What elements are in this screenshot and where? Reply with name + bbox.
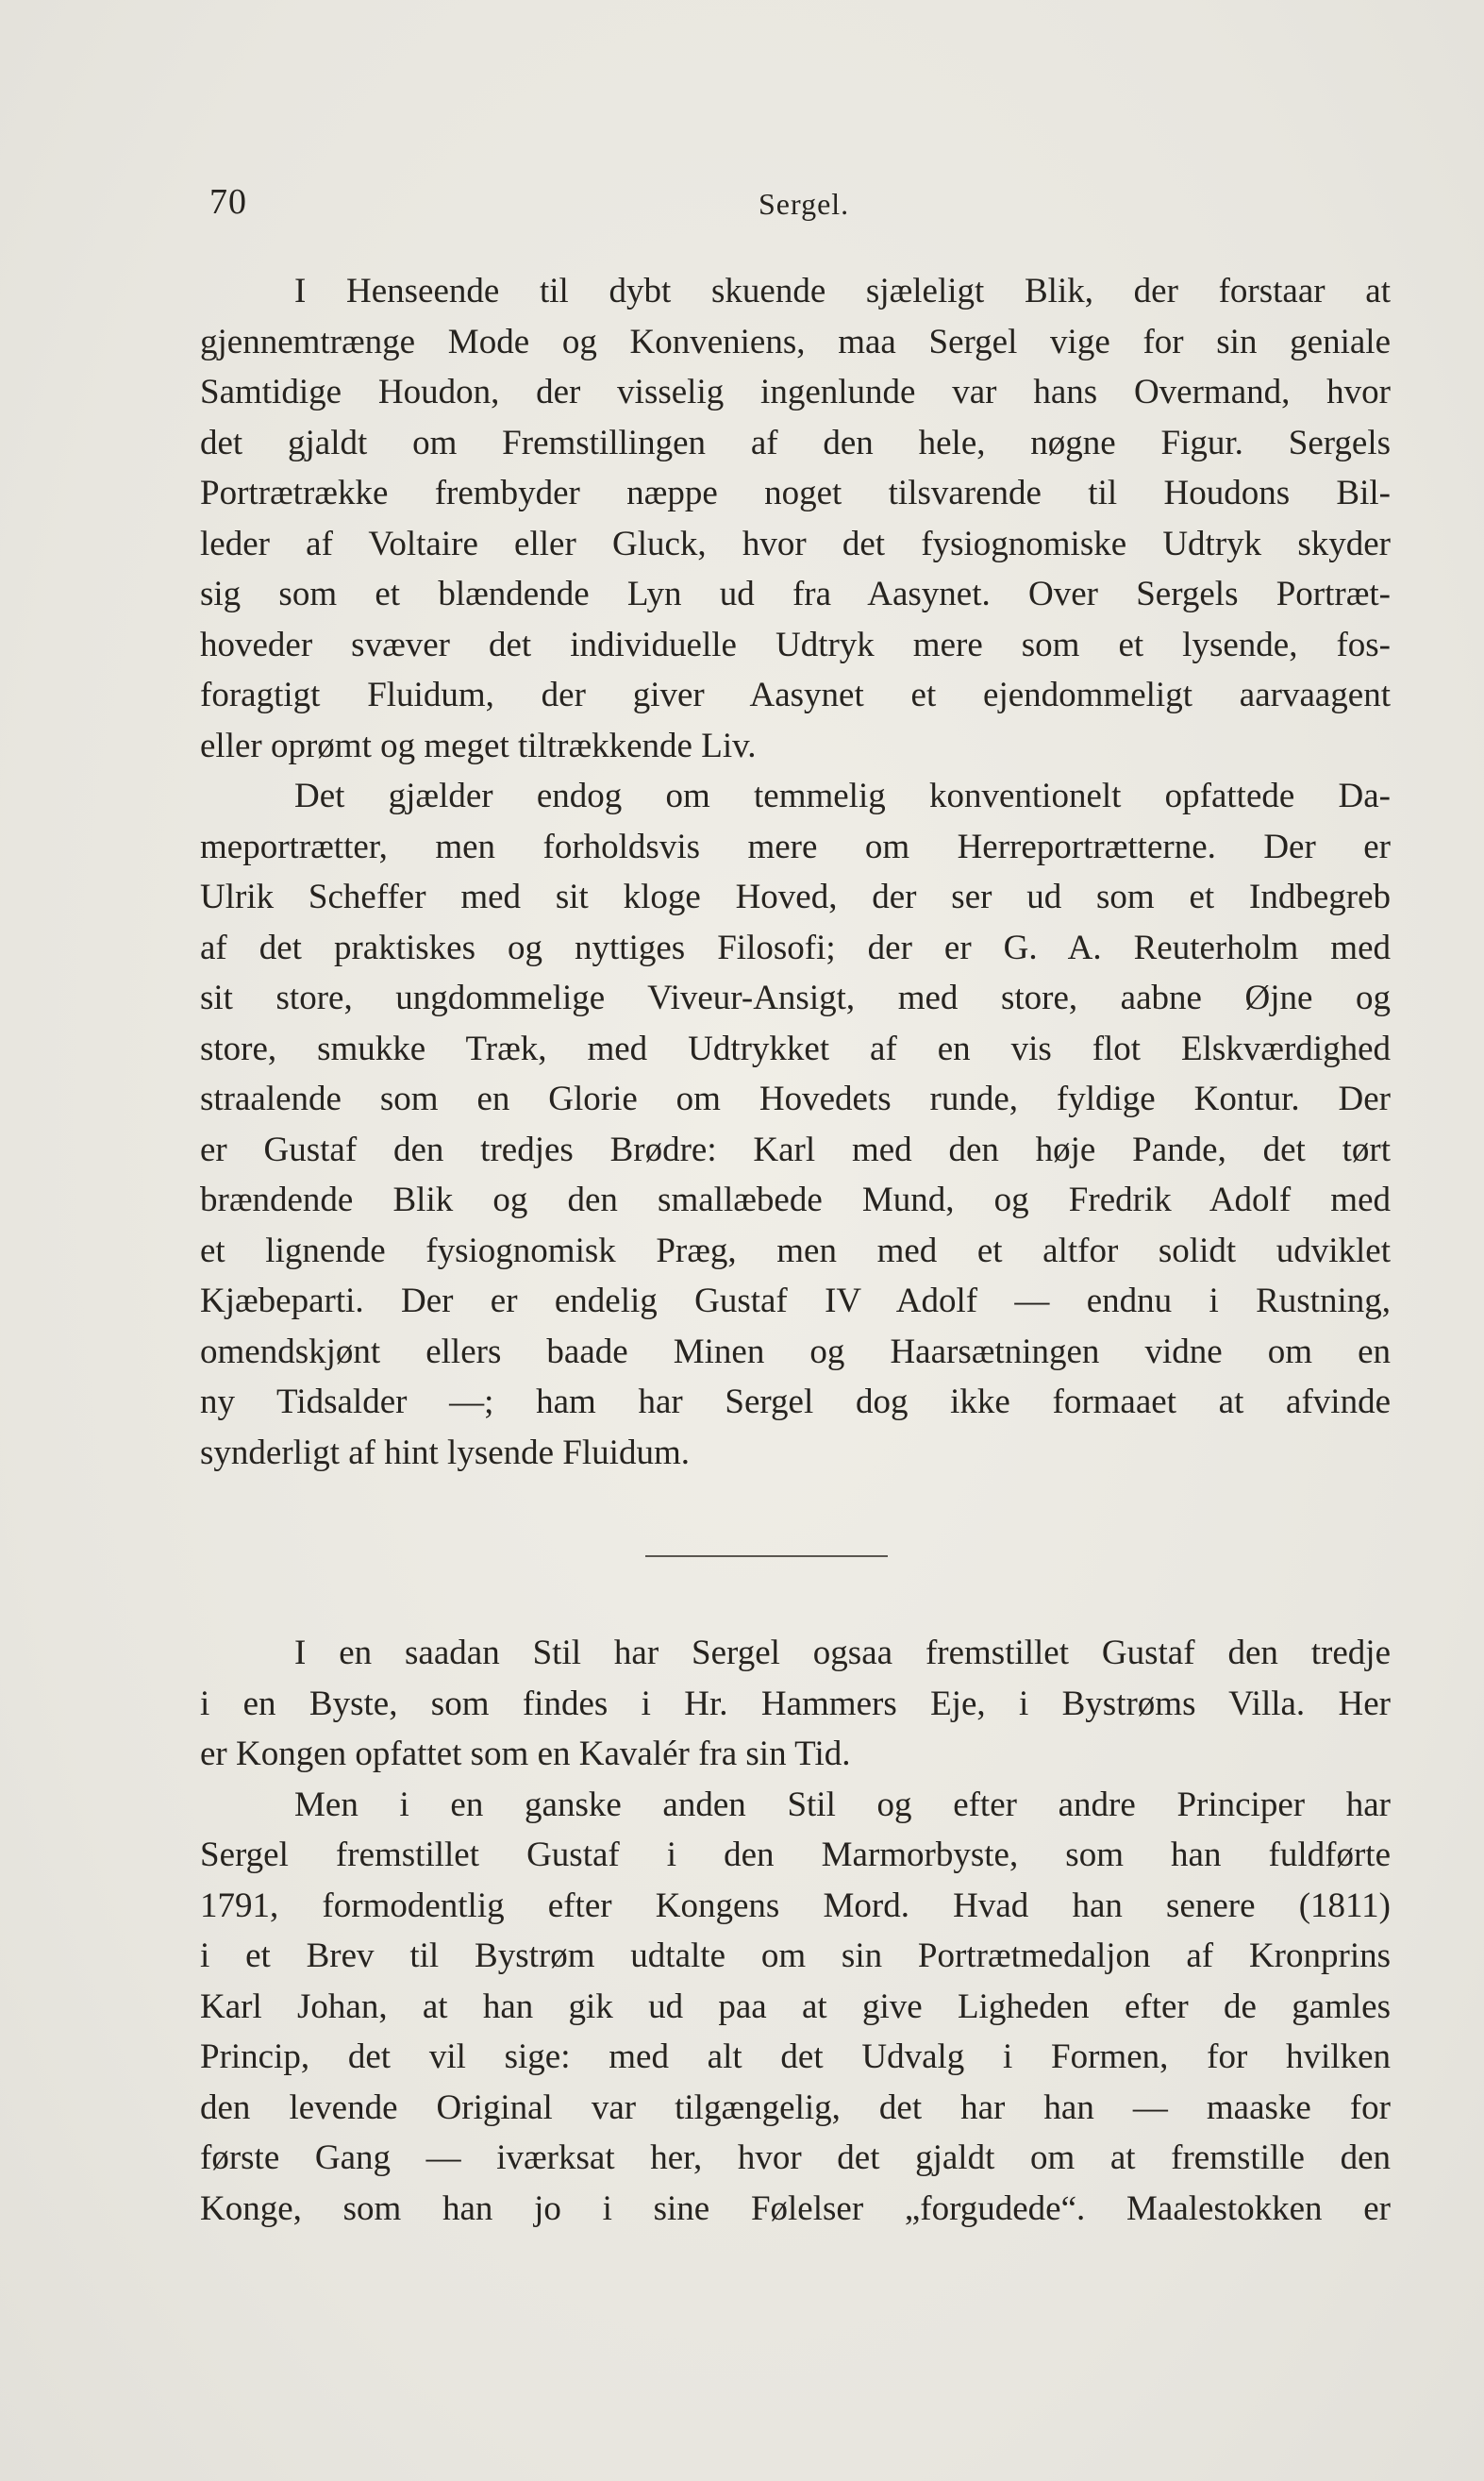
text-line: ny Tidsalder —; ham har Sergel dog ikke formaaet at afvinde — [200, 1383, 1391, 1421]
text-line: straalende som en Glorie om Hovedets runde, fyldige Kontur. Der — [200, 1080, 1391, 1118]
page-number: 70 — [209, 182, 247, 222]
text-line: Princip, det vil sige: med alt det Udvalg i Formen, for hvilken — [200, 2037, 1391, 2076]
text-line: leder af Voltaire eller Gluck, hvor det fysiognomiske Udtryk skyder — [200, 524, 1391, 563]
text-line: i en Byste, som findes i Hr. Hammers Eje, i Bystrøms Villa. Her — [200, 1684, 1391, 1723]
text-line: er Kongen opfattet som en Kavalér fra sin Tid. — [200, 1735, 851, 1773]
text-line: Ulrik Scheffer med sit kloge Hoved, der ser ud som et Indbegreb — [200, 878, 1391, 916]
text-line: omendskjønt ellers baade Minen og Haarsætningen vidne om en — [200, 1332, 1391, 1371]
body-text-section-2 — [200, 1628, 1391, 2234]
section-divider — [645, 1555, 888, 1557]
text-line: Kjæbeparti. Der er endelig Gustaf IV Adolf — endnu i Rustning, — [200, 1282, 1391, 1320]
text-line: den levende Original var tilgængelig, det har han — maaske for — [200, 2087, 1391, 2127]
page-header — [209, 181, 1384, 228]
text-line: eller oprømt og meget tiltrækkende Liv. — [200, 726, 757, 765]
text-line: 1791, formodentlig efter Kongens Mord. Hvad han senere (1811) — [200, 1886, 1391, 1925]
text-line: Konge, som han jo i sine Følelser „forgudede“. Maalestokken er — [200, 2188, 1391, 2228]
text-line: er Gustaf den tredjes Brødre: Karl med den høje Pande, det tørt — [200, 1130, 1391, 1169]
text-line: I en saadan Stil har Sergel ogsaa fremstillet Gustaf den tredje — [294, 1634, 1391, 1672]
text-line: gjennemtrænge Mode og Konveniens, maa Sergel vige for sin geniale — [200, 322, 1391, 361]
running-head: Sergel. — [759, 187, 850, 221]
text-line: sit store, ungdommelige Viveur-Ansigt, med store, aabne Øjne og — [200, 979, 1391, 1017]
text-line: Men i en ganske anden Stil og efter andre Principer har — [294, 1785, 1391, 1824]
text-line: Sergel fremstillet Gustaf i den Marmorbyste, som han fuldførte — [200, 1836, 1391, 1874]
text-line: store, smukke Træk, med Udtrykket af en vis flot Elskværdighed — [200, 1029, 1391, 1068]
text-line: brændende Blik og den smallæbede Mund, og Fredrik Adolf med — [200, 1181, 1391, 1219]
text-line: synderligt af hint lysende Fluidum. — [200, 1433, 690, 1472]
text-line: Portrætrække frembyder næppe noget tilsvarende til Houdons Bil- — [200, 474, 1391, 512]
text-line: det gjaldt om Fremstillingen af den hele, nøgne Figur. Sergels — [200, 423, 1391, 462]
text-line: første Gang — iværksat her, hvor det gjaldt om at fremstille den — [200, 2138, 1391, 2177]
text-line: Det gjælder endog om temmelig konventionelt opfattede Da- — [294, 777, 1391, 815]
text-line: hoveder svæver det individuelle Udtryk mere som et lysende, fos- — [200, 625, 1391, 664]
body-text-section-1 — [200, 266, 1391, 1478]
text-line: Samtidige Houdon, der visselig ingenlunde var hans Overmand, hvor — [200, 373, 1391, 411]
text-line: I Henseende til dybt skuende sjæleligt Blik, der forstaar at — [294, 272, 1391, 310]
text-line: af det praktiskes og nyttiges Filosofi; der er G. A. Reuterholm med — [200, 928, 1391, 967]
text-line: meportrætter, men forholdsvis mere om Herreportrætterne. Der er — [200, 827, 1391, 866]
text-line: Karl Johan, at han gik ud paa at give Ligheden efter de gamles — [200, 1986, 1391, 2026]
text-line: et lignende fysiognomisk Præg, men med et altfor solidt udviklet — [200, 1231, 1391, 1270]
text-line: foragtigt Fluidum, der giver Aasynet et ejendommeligt aarvaagent — [200, 676, 1391, 714]
text-line: sig som et blændende Lyn ud fra Aasynet. Over Sergels Portræt- — [200, 575, 1391, 613]
text-line: i et Brev til Bystrøm udtalte om sin Portrætmedaljon af Kronprins — [200, 1936, 1391, 1975]
